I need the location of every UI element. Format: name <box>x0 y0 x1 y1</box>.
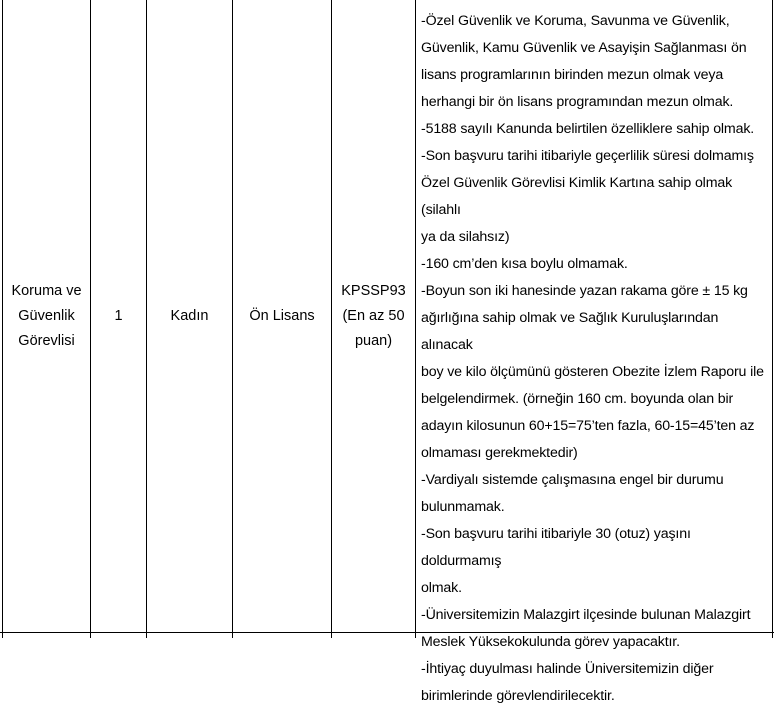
requirement-line: ağırlığına sahip olmak ve Sağlık Kuruluşlarından alınacak <box>421 310 719 353</box>
requirement-line: olmak. <box>421 580 462 596</box>
exam-line: (En az 50 <box>342 307 405 324</box>
count-value: 1 <box>114 307 123 324</box>
exam-line: puan) <box>354 332 393 349</box>
requirement-line: herhangi bir ön lisans programından mezun olmak. <box>421 94 734 110</box>
requirement-line: belgelendirmek. (örneğin 160 cm. boyunda olan bir <box>421 391 734 407</box>
requirement-line: olmaması gerekmektedir) <box>421 445 578 461</box>
requirement-line: -Boyun son iki hanesinde yazan rakama göre ± 15 kg <box>421 283 748 299</box>
requirement-line: -İhtiyaç duyulması halinde Üniversitemizin diğer <box>421 661 714 677</box>
requirements-cell <box>421 8 771 710</box>
exam-cell <box>332 0 415 632</box>
requirement-line: Özel Güvenlik Görevlisi Kimlik Kartına sahip olmak (silahlı <box>421 175 733 218</box>
requirement-line: -Son başvuru tarihi itibariyle 30 (otuz) yaşını doldurmamış <box>421 526 691 569</box>
education-value: Ön Lisans <box>249 307 315 324</box>
requirement-line: -Son başvuru tarihi itibariyle geçerlilik süresi dolmamış <box>421 148 754 164</box>
table-border-right <box>772 0 773 638</box>
requirement-line: Güvenlik, Kamu Güvenlik ve Asayişin Sağlanması ön <box>421 40 747 56</box>
count-cell <box>91 0 146 632</box>
requirement-line: -Üniversitemizin Malazgirt ilçesinde bulunan Malazgirt <box>421 607 751 623</box>
position-line: Koruma ve <box>11 282 82 299</box>
requirement-line: boy ve kilo ölçümünü gösteren Obezite İzlem Raporu ile <box>421 364 764 380</box>
requirement-line: bulunmamak. <box>421 499 505 515</box>
requirement-line: -160 cm’den kısa boylu olmamak. <box>421 256 628 272</box>
requirement-line: lisans programlarının birinden mezun olmak veya <box>421 67 724 83</box>
position-line: Güvenlik <box>18 307 75 324</box>
requirement-line: -Vardiyalı sistemde çalışmasına engel bir durumu <box>421 472 724 488</box>
column-divider <box>415 0 416 638</box>
requirement-line: ya da silahsız) <box>421 229 510 245</box>
requirement-line: -5188 sayılı Kanunda belirtilen özelliklere sahip olmak. <box>421 121 755 137</box>
position-line: Görevlisi <box>18 332 75 349</box>
gender-cell <box>147 0 232 632</box>
requirement-line: birimlerinde görevlendirilecektir. <box>421 688 615 704</box>
requirement-line: -Özel Güvenlik ve Koruma, Savunma ve Güvenlik, <box>421 13 730 29</box>
requirement-line: Meslek Yüksekokulunda görev yapacaktır. <box>421 634 680 650</box>
gender-value: Kadın <box>170 307 209 324</box>
position-cell <box>3 0 90 632</box>
exam-line: KPSSP93 <box>341 282 406 299</box>
education-cell <box>233 0 331 632</box>
requirement-line: adayın kilosunun 60+15=75’ten fazla, 60-15=45’ten az <box>421 418 755 434</box>
